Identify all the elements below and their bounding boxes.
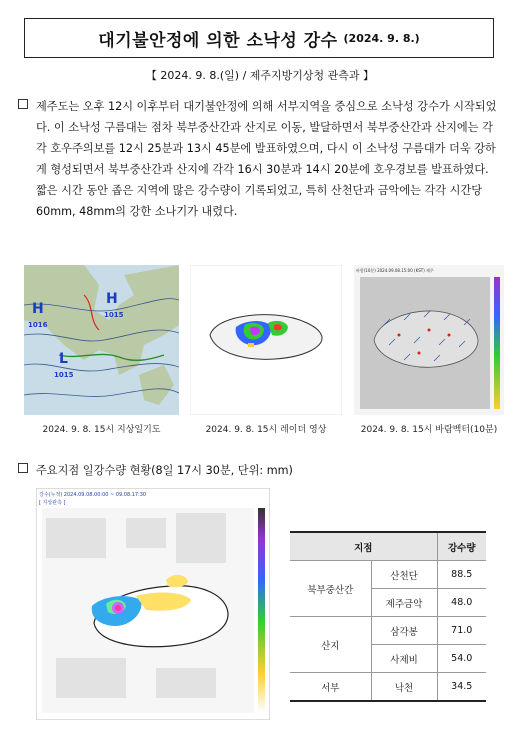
rain-map-badge: [ 지상관측 ] (39, 500, 66, 506)
checkbox-bullet-icon (18, 99, 28, 109)
image-row (24, 265, 504, 415)
region-cell: 산지 (290, 617, 371, 673)
rainfall-cell: 88.5 (437, 561, 486, 589)
table-row (290, 561, 486, 589)
table-row (290, 673, 486, 702)
table-row (290, 617, 486, 645)
high-label: H (106, 291, 118, 307)
high-label: H (32, 301, 44, 317)
rain-map-header: 강수(누적) 2024.09.08.00:00 ~ 09.08.17:30 (39, 492, 147, 498)
rainfall-cell: 48.0 (437, 589, 486, 617)
region-cell: 북부중산간 (290, 561, 371, 617)
title-date: (2024. 9. 8.) (343, 31, 420, 45)
wind-vector-map (354, 265, 504, 415)
region-cell: 서부 (290, 673, 371, 702)
low-label: L (59, 351, 68, 367)
station-cell: 산천단 (371, 561, 437, 589)
subheader: 【 2024. 9. 8.(일) / 제주지방기상청 관측과 】 (145, 69, 375, 82)
station-cell: 제주금악 (371, 589, 437, 617)
radar-image (190, 265, 342, 415)
section1 (18, 96, 500, 222)
wind-map-header: 바람(10분) 2024.09.08.15:00 (KST) 제주 (356, 268, 434, 273)
accumulated-rain-map (36, 488, 270, 720)
rainfall-cell: 34.5 (437, 673, 486, 702)
rainfall-cell: 54.0 (437, 645, 486, 673)
rainfall-table (290, 531, 486, 702)
station-cell: 삼각봉 (371, 617, 437, 645)
caption-radar: 2024. 9. 8. 15시 레이더 영상 (205, 425, 327, 435)
title-box (24, 18, 494, 58)
caption-wind: 2024. 9. 8. 15시 바람벡터(10분) (360, 425, 498, 435)
pressure-label: 1015 (104, 311, 124, 319)
pressure-label: 1015 (54, 371, 74, 379)
rainfall-cell: 71.0 (437, 617, 486, 645)
section1-paragraph: 제주도는 오후 12시 이후부터 대기불안정에 의해 서부지역을 중심으로 소낙성 강수가 시작되었다. 이 소낙성 구름대는 점차 북부중산간과 산지로 이동, 발달하면서 북부중산간과 산지에는 각각 호우주의보를 12시 25분과 13시 45분에 발표하였으며, 다시 이 소낙성 구름대가 더욱 강하게 형성되면서 북부중산간과 산지에 각각 16시 30분과 14시 20분에 호우경보를 발표하였다. 짧은 시간 동안 좁은 지역에 많은 강수량이 기록되었고, 특히 산천단과 금악에는 각각 시간당 60mm, 48mm의 강한 소나기가 내렸다. (36, 100, 497, 218)
table-header-row (290, 532, 486, 561)
section2-title-row (18, 462, 293, 478)
pressure-label: 1016 (28, 321, 48, 329)
station-cell: 낙천 (371, 673, 437, 702)
caption-surface-map: 2024. 9. 8. 15시 지상일기도 (42, 425, 161, 435)
section2-title: 주요지점 일강수량 현황(8일 17시 30분, 단위: mm) (36, 464, 293, 477)
surface-weather-map (24, 265, 179, 415)
table-header-station: 지점 (290, 532, 437, 561)
table-header-rainfall: 강수량 (437, 532, 486, 561)
page-title: 대기불안정에 의한 소낙성 강수 (98, 30, 338, 51)
station-cell: 사제비 (371, 645, 437, 673)
checkbox-bullet-icon (18, 463, 28, 473)
